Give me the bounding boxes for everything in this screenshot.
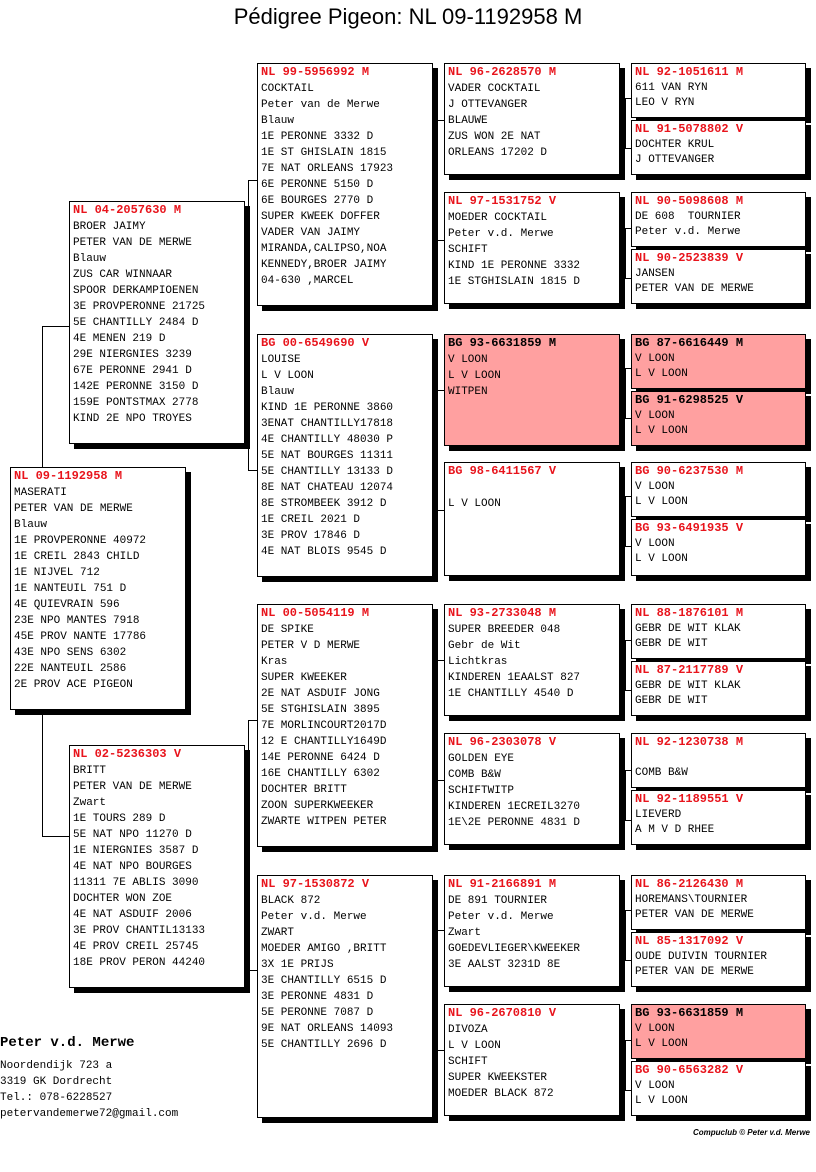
info-line: COMB B&W — [448, 769, 501, 781]
info-line: COCKTAIL — [261, 83, 314, 95]
ancestor-card[interactable] — [631, 733, 806, 788]
info-line: DE 891 TOURNIER — [448, 895, 548, 907]
ancestor-card[interactable] — [631, 462, 806, 517]
info-line: LOUISE — [261, 354, 301, 366]
ancestor-card[interactable] — [631, 63, 806, 118]
connector-line — [625, 228, 626, 278]
info-line: V LOON — [635, 538, 675, 550]
info-line — [632, 751, 805, 766]
info-line: 3E PERONNE 4831 D — [261, 991, 374, 1003]
info-line: VADER COCKTAIL — [448, 83, 541, 95]
info-line: BRITT — [73, 765, 107, 777]
ring-number: BG 90-6237530 M — [635, 464, 744, 478]
info-line: VADER VAN JAIMY — [261, 227, 361, 239]
great-grandparent-card[interactable] — [444, 192, 620, 304]
info-line: ZUS CAR WINNAAR — [73, 269, 173, 281]
ring-number: NL 09-1192958 M — [14, 469, 123, 483]
info-line: Zwart — [448, 927, 482, 939]
info-line: 3E AALST 3231D 8E — [448, 959, 561, 971]
info-line: 3X 1E PRIJS — [261, 959, 334, 971]
ring-number: NL 99-5956992 M — [261, 65, 370, 79]
info-line: LEO V RYN — [635, 97, 695, 109]
info-line: 1E TOURS 289 D — [73, 813, 166, 825]
info-line: 4E CHANTILLY 48030 P — [261, 434, 394, 446]
info-line: MOEDER BLACK 872 — [448, 1088, 554, 1100]
info-line: 4E NAT BLOIS 9545 D — [261, 546, 387, 558]
info-line: L V LOON — [635, 1038, 688, 1050]
info-line: 1E NIJVEL 712 — [14, 567, 100, 579]
connector-line — [436, 660, 437, 780]
info-line: Peter v.d. Merwe — [448, 911, 554, 923]
info-line: SCHIFT — [448, 244, 488, 256]
info-line: 4E PROV CREIL 25745 — [73, 941, 199, 953]
subject-pigeon-card[interactable] — [10, 467, 186, 710]
info-line: 5E CHANTILLY 2696 D — [261, 1039, 387, 1051]
info-line: 1E\2E PERONNE 4831 D — [448, 817, 581, 829]
ring-number: NL 92-1189551 V — [635, 792, 744, 806]
info-line: V LOON — [635, 353, 675, 365]
info-line: SCHIFTWITP — [448, 785, 515, 797]
owner-address: Noordendijk 723 a — [0, 1060, 113, 1072]
ring-number: NL 96-2670810 V — [448, 1006, 557, 1020]
info-line: HOREMANS\TOURNIER — [635, 894, 748, 906]
info-line: 2E NAT ASDUIF JONG — [261, 688, 380, 700]
info-line: 67E PERONNE 2941 D — [73, 365, 192, 377]
info-line: ZWART — [261, 927, 295, 939]
info-line: 5E NAT BOURGES 11311 — [261, 450, 394, 462]
info-line: MASERATI — [14, 487, 67, 499]
info-line: 142E PERONNE 3150 D — [73, 381, 199, 393]
info-line: 8E NAT CHATEAU 12074 — [261, 482, 394, 494]
info-line: KINDEREN 1EAALST 827 — [448, 672, 581, 684]
info-line: DE 608 TOURNIER — [635, 211, 741, 223]
info-line: 23E NPO MANTES 7918 — [14, 615, 140, 627]
connector-line — [625, 368, 626, 418]
info-line: J OTTEVANGER — [635, 154, 715, 166]
info-line: Blauw — [73, 253, 107, 265]
ring-number: NL 88-1876101 M — [635, 606, 744, 620]
ring-number: BG 93-6491935 V — [635, 521, 744, 535]
connector-line — [248, 180, 249, 470]
ancestor-card[interactable] — [631, 391, 806, 446]
info-line: 45E PROV NANTE 17786 — [14, 631, 147, 643]
ring-number: BG 00-6549690 V — [261, 336, 370, 350]
info-line: SUPER BREEDER 048 — [448, 624, 561, 636]
ring-number: BG 98-6411567 V — [448, 464, 557, 478]
info-line: DIVOZA — [448, 1024, 488, 1036]
ring-number: NL 00-5054119 M — [261, 606, 370, 620]
info-line: 1E PERONNE 3332 D — [261, 131, 374, 143]
connector-line — [625, 98, 626, 148]
info-line: Zwart — [73, 797, 107, 809]
info-line: 7E NAT ORLEANS 17923 — [261, 163, 394, 175]
ancestor-card[interactable] — [631, 519, 806, 576]
info-line: 4E QUIEVRAIN 596 — [14, 599, 120, 611]
paternal-grandfather-card[interactable] — [257, 63, 433, 306]
info-line: 2E PROV ACE PIGEON — [14, 679, 133, 691]
ring-number: NL 96-2628570 M — [448, 65, 557, 79]
maternal-grandfather-card[interactable] — [257, 604, 433, 847]
info-line: GEBR DE WIT KLAK — [635, 680, 741, 692]
info-line: 4E NAT ASDUIF 2006 — [73, 909, 192, 921]
info-line: MIRANDA,CALIPSO,NOA — [261, 243, 387, 255]
info-line: KINDEREN 1ECREIL3270 — [448, 801, 581, 813]
info-line: GEBR DE WIT — [635, 638, 708, 650]
ancestor-card[interactable] — [631, 1061, 806, 1116]
connector-line — [42, 326, 43, 469]
info-line: 4E NAT NPO BOURGES — [73, 861, 192, 873]
ring-number: NL 93-2733048 M — [448, 606, 557, 620]
info-line: Blauw — [261, 386, 295, 398]
info-line: 4E MENEN 219 D — [73, 333, 166, 345]
ring-number: NL 96-2303078 V — [448, 735, 557, 749]
great-grandparent-card[interactable] — [444, 875, 620, 987]
info-line: LIEVERD — [635, 809, 682, 821]
ring-number: NL 97-1530872 V — [261, 877, 370, 891]
info-line: 159E PONTSTMAX 2778 — [73, 397, 199, 409]
info-line: DOCHTER WON ZOE — [73, 893, 173, 905]
info-line: ZUS WON 2E NAT — [448, 131, 541, 143]
ring-number: NL 04-2057630 M — [73, 203, 182, 217]
info-line: 611 VAN RYN — [635, 82, 708, 94]
ring-number: NL 92-1051611 M — [635, 65, 744, 79]
info-line: GEBR DE WIT KLAK — [635, 623, 741, 635]
info-line: Blauw — [14, 519, 48, 531]
ancestor-card[interactable] — [631, 249, 806, 304]
info-line: J OTTEVANGER — [448, 99, 528, 111]
owner-name: Peter v.d. Merwe — [0, 1035, 135, 1051]
info-line: ORLEANS 17202 D — [448, 147, 548, 159]
ancestor-card[interactable] — [631, 192, 806, 247]
info-line: 3E PROV 17846 D — [261, 530, 361, 542]
info-line: L V LOON — [635, 425, 688, 437]
info-line: 18E PROV PERON 44240 — [73, 957, 206, 969]
info-line: 14E PERONNE 6424 D — [261, 752, 380, 764]
info-line: 1E NIERGNIES 3587 D — [73, 845, 199, 857]
info-line: V LOON — [635, 1080, 675, 1092]
connector-line — [248, 720, 249, 970]
info-line: 6E BOURGES 2770 D — [261, 195, 374, 207]
paternal-grandmother-card[interactable] — [257, 334, 433, 577]
info-line: V LOON — [448, 354, 488, 366]
info-line: DOCHTER KRUL — [635, 139, 715, 151]
connector-line — [625, 1040, 626, 1090]
info-line: Kras — [261, 656, 288, 668]
info-line: 6E PERONNE 5150 D — [261, 179, 374, 191]
ring-number: BG 91-6298525 V — [635, 393, 744, 407]
info-line: PETER VAN DE MERWE — [635, 283, 754, 295]
info-line: MOEDER AMIGO ,BRITT — [261, 943, 387, 955]
great-grandparent-card[interactable] — [444, 733, 620, 845]
info-line: Peter v.d. Merwe — [448, 228, 554, 240]
info-line: 1E CREIL 2843 CHILD — [14, 551, 140, 563]
owner-email[interactable]: petervandemerwe72@gmail.com — [0, 1108, 179, 1120]
info-line: SUPER KWEEKER — [261, 672, 347, 684]
info-line: 9E NAT ORLEANS 14093 — [261, 1023, 394, 1035]
info-line — [445, 480, 619, 496]
info-line: 3E PROV CHANTIL13133 — [73, 925, 206, 937]
info-line: 12 E CHANTILLY1649D — [261, 736, 387, 748]
info-line: SUPER KWEEKSTER — [448, 1072, 548, 1084]
ring-number: NL 92-1230738 M — [635, 735, 744, 749]
info-line: L V LOON — [635, 368, 688, 380]
ring-number: NL 90-5098608 M — [635, 194, 744, 208]
ancestor-card[interactable] — [631, 875, 806, 930]
info-line: ZWARTE WITPEN PETER — [261, 816, 387, 828]
info-line: L V LOON — [448, 1040, 501, 1052]
info-line: KIND 2E NPO TROYES — [73, 413, 192, 425]
connector-line — [436, 390, 437, 510]
ancestor-card[interactable] — [631, 661, 806, 716]
great-grandparent-card[interactable] — [444, 462, 620, 576]
info-line: COMB B&W — [635, 767, 688, 779]
info-line: PETER VAN DE MERWE — [73, 237, 192, 249]
connector-line — [42, 326, 70, 327]
connector-line — [625, 910, 626, 960]
info-line: KIND 1E PERONNE 3860 — [261, 402, 394, 414]
info-line: 3ENAT CHANTILLY17818 — [261, 418, 394, 430]
ring-number: NL 97-1531752 V — [448, 194, 557, 208]
info-line: KENNEDY,BROER JAIMY — [261, 259, 387, 271]
info-line: 7E MORLINCOURT2017D — [261, 720, 387, 732]
info-line: Peter v.d. Merwe — [261, 911, 367, 923]
info-line: L V LOON — [261, 370, 314, 382]
owner-city: 3319 GK Dordrecht — [0, 1076, 113, 1088]
info-line: GOEDEVLIEGER\KWEEKER — [448, 943, 581, 955]
ring-number: NL 02-5236303 V — [73, 747, 182, 761]
info-line: 3E CHANTILLY 6515 D — [261, 975, 387, 987]
info-line: Peter van de Merwe — [261, 99, 380, 111]
ancestor-card[interactable] — [631, 604, 806, 659]
ring-number: BG 87-6616449 M — [635, 336, 744, 350]
great-grandparent-card[interactable] — [444, 334, 620, 446]
info-line: MOEDER COCKTAIL — [448, 212, 548, 224]
info-line: 5E CHANTILLY 2484 D — [73, 317, 199, 329]
info-line: PETER V D MERWE — [261, 640, 361, 652]
info-line: BLACK 872 — [261, 895, 321, 907]
info-line: L V LOON — [448, 370, 501, 382]
info-line: 8E STROMBEEK 3912 D — [261, 498, 387, 510]
info-line: 3E PROVPERONNE 21725 — [73, 301, 206, 313]
info-line: L V LOON — [448, 498, 501, 510]
mother-card[interactable] — [69, 745, 245, 988]
owner-phone: Tel.: 078-6228527 — [0, 1092, 113, 1104]
info-line: DE SPIKE — [261, 624, 314, 636]
info-line: L V LOON — [635, 1095, 688, 1107]
connector-line — [625, 640, 626, 690]
info-line: GEBR DE WIT — [635, 695, 708, 707]
ancestor-card[interactable] — [631, 334, 806, 389]
info-line: 22E NANTEUIL 2586 — [14, 663, 127, 675]
info-line: PETER VAN DE MERWE — [635, 909, 754, 921]
info-line: Lichtkras — [448, 656, 508, 668]
ancestor-card[interactable] — [631, 790, 806, 845]
great-grandparent-card[interactable] — [444, 63, 620, 175]
connector-line — [436, 930, 437, 1050]
ring-number: NL 90-2523839 V — [635, 251, 744, 265]
info-line: PETER VAN DE MERWE — [635, 966, 754, 978]
father-card[interactable] — [69, 201, 245, 444]
page-title: Pédigree Pigeon: NL 09-1192958 M — [233, 4, 583, 29]
info-line: 1E PROVPERONNE 40972 — [14, 535, 147, 547]
info-line: A M V D RHEE — [635, 824, 715, 836]
connector-line — [436, 120, 437, 240]
info-line: Peter v.d. Merwe — [635, 226, 741, 238]
info-line: SCHIFT — [448, 1056, 488, 1068]
info-line: PETER VAN DE MERWE — [14, 503, 133, 515]
info-line: V LOON — [635, 1023, 675, 1035]
info-line: JANSEN — [635, 268, 675, 280]
ring-number: NL 86-2126430 M — [635, 877, 744, 891]
info-line: 1E CREIL 2021 D — [261, 514, 361, 526]
info-line: Gebr de Wit — [448, 640, 521, 652]
ring-number: BG 90-6563282 V — [635, 1063, 744, 1077]
info-line: SUPER KWEEK DOFFER — [261, 211, 380, 223]
ring-number: NL 91-2166891 M — [448, 877, 557, 891]
connector-line — [625, 496, 626, 546]
info-line: 43E NPO SENS 6302 — [14, 647, 127, 659]
ring-number: BG 93-6631859 M — [635, 1006, 744, 1020]
info-line: GOLDEN EYE — [448, 753, 515, 765]
info-line: 29E NIERGNIES 3239 — [73, 349, 192, 361]
connector-line — [625, 770, 626, 820]
info-line: Blauw — [261, 115, 295, 127]
info-line: ZOON SUPERKWEEKER — [261, 800, 374, 812]
info-line: KIND 1E PERONNE 3332 — [448, 260, 581, 272]
info-line: 1E NANTEUIL 751 D — [14, 583, 127, 595]
info-line: BLAUWE — [448, 115, 488, 127]
info-line: SPOOR DERKAMPIOENEN — [73, 285, 199, 297]
ring-number: BG 93-6631859 M — [448, 336, 557, 350]
info-line: 16E CHANTILLY 6302 — [261, 768, 380, 780]
ring-number: NL 91-5078802 V — [635, 122, 744, 136]
ring-number: NL 87-2117789 V — [635, 663, 744, 677]
great-grandparent-card[interactable] — [444, 1004, 620, 1116]
ring-number: NL 85-1317092 V — [635, 934, 744, 948]
info-line: 11311 7E ABLIS 3090 — [73, 877, 199, 889]
info-line: 5E STGHISLAIN 3895 — [261, 704, 380, 716]
great-grandparent-card[interactable] — [444, 604, 620, 716]
info-line: BROER JAIMY — [73, 221, 146, 233]
info-line: 04-630 ,MARCEL — [261, 275, 354, 287]
info-line: L V LOON — [635, 496, 688, 508]
info-line: V LOON — [635, 410, 675, 422]
connector-line — [42, 711, 43, 836]
info-line: 1E CHANTILLY 4540 D — [448, 688, 574, 700]
maternal-grandmother-card[interactable] — [257, 875, 433, 1118]
ancestor-card[interactable] — [631, 1004, 806, 1059]
ancestor-card[interactable] — [631, 932, 806, 987]
info-line: 5E PERONNE 7087 D — [261, 1007, 374, 1019]
footer-credit: Compuclub © Peter v.d. Merwe — [692, 1128, 810, 1137]
info-line: V LOON — [635, 481, 675, 493]
info-line: PETER VAN DE MERWE — [73, 781, 192, 793]
info-line: WITPEN — [448, 386, 488, 398]
info-line: L V LOON — [635, 553, 688, 565]
info-line: DOCHTER BRITT — [261, 784, 347, 796]
ancestor-card[interactable] — [631, 120, 806, 175]
info-line: 1E ST GHISLAIN 1815 — [261, 147, 387, 159]
info-line: OUDE DUIVIN TOURNIER — [635, 951, 768, 963]
info-line: 5E CHANTILLY 13133 D — [261, 466, 394, 478]
connector-line — [42, 836, 70, 837]
info-line: 1E STGHISLAIN 1815 D — [448, 276, 581, 288]
info-line: 5E NAT NPO 11270 D — [73, 829, 192, 841]
